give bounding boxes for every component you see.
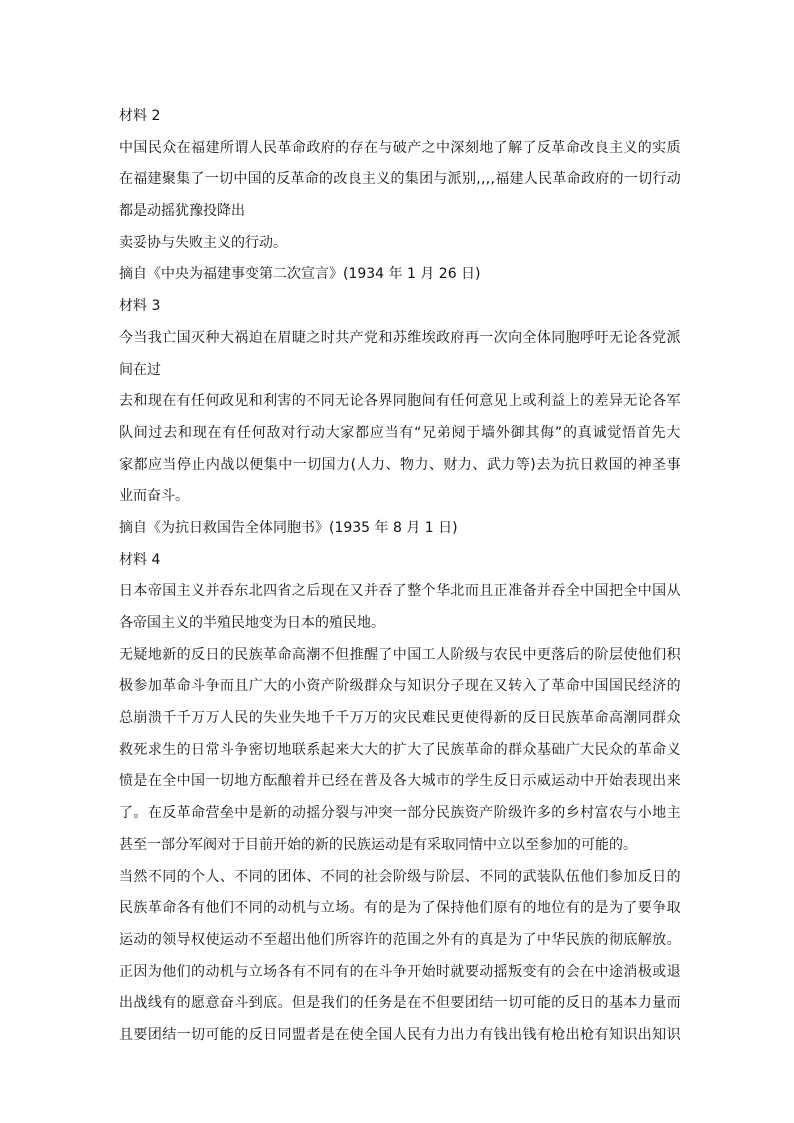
text-line: 极参加革命斗争而且广大的小资产阶级群众与知识分子现在又转入了革命中国国民经济的 bbox=[119, 678, 681, 695]
material-heading: 材料 4 bbox=[119, 551, 161, 568]
text-line: 队间过去和现在有任何敌对行动大家都应当有“兄弟阋于墙外御其侮”的真诚觉悟首先大 bbox=[119, 424, 681, 441]
text-line: 救死求生的日常斗争密切地联系起来大大的扩大了民族革命的群众基础广大民众的革命义 bbox=[119, 741, 681, 758]
text-line: 且要团结一切可能的反日同盟者是在使全国人民有力出力有钱出钱有枪出枪有知识出知识 bbox=[119, 1026, 681, 1043]
text-line: 家都应当停止内战以便集中一切国力(人力、物力、财力、武力等)去为抗日救国的神圣事 bbox=[119, 456, 681, 473]
text-line: 业而奋斗。 bbox=[119, 488, 189, 505]
text-line: 日本帝国主义并吞东北四省之后现在又并吞了整个华北而且正准备并吞全中国把全中国从 bbox=[119, 583, 681, 600]
text-line: 卖妥协与失败主义的行动。 bbox=[119, 234, 287, 251]
text-line: 愤是在全中国一切地方酝酿着并已经在普及各大城市的学生反日示威运动中开始表现出来 bbox=[119, 773, 681, 790]
text-line: 间在过 bbox=[119, 361, 161, 378]
text-line: 了。在反革命营垒中是新的动摇分裂与冲突一部分民族资产阶级许多的乡村富农与小地主 bbox=[119, 805, 681, 822]
text-line: 运动的领导权使运动不至超出他们所容许的范围之外有的真是为了中华民族的彻底解放。 bbox=[119, 931, 681, 948]
text-line: 无疑地新的反日的民族革命高潮不但推醒了中国工人阶级与农民中更落后的阶层使他们积 bbox=[119, 646, 681, 663]
text-line: 正因为他们的动机与立场各有不同有的在斗争开始时就要动摇叛变有的会在中途消极或退 bbox=[119, 963, 681, 980]
material-heading: 材料 2 bbox=[119, 108, 161, 124]
text-line: 出战线有的愿意奋斗到底。但是我们的任务是在不但要团结一切可能的反日的基本力量而 bbox=[119, 995, 681, 1012]
text-line: 甚至一部分军阀对于目前开始的新的民族运动是有采取同情中立以至参加的可能的。 bbox=[119, 836, 637, 853]
text-line: 在福建聚集了一切中国的反革命的改良主义的集团与派别,,,,福建人民革命政府的一切行动 bbox=[119, 171, 681, 188]
text-line: 今当我亡国灭种大祸迫在眉睫之时共产党和苏维埃政府再一次向全体同胞呼吁无论各党派 bbox=[119, 329, 681, 346]
document-page bbox=[119, 101, 681, 1052]
text-line: 民族革命各有他们不同的动机与立场。有的是为了保持他们原有的地位有的是为了要争取 bbox=[119, 900, 681, 917]
text-line: 当然不同的个人、不同的团体、不同的社会阶级与阶层、不同的武装队伍他们参加反日的 bbox=[119, 868, 681, 885]
source-citation: 摘自《中央为福建事变第二次宣言》(1934 年 1 月 26 日) bbox=[119, 266, 481, 283]
source-citation: 摘自《为抗日救国告全体同胞书》(1935 年 8 月 1 日) bbox=[119, 519, 458, 536]
material-heading: 材料 3 bbox=[119, 298, 161, 315]
text-line: 各帝国主义的半殖民地变为日本的殖民地。 bbox=[119, 615, 385, 631]
text-line: 中国民众在福建所谓人民革命政府的存在与破产之中深刻地了解了反革命改良主义的实质 bbox=[119, 139, 681, 156]
text-line: 总崩溃千千万万人民的失业失地千千万万的灾民难民更使得新的反日民族革命高潮同群众 bbox=[119, 710, 681, 727]
text-line: 都是动摇犹豫投降出 bbox=[119, 203, 245, 220]
text-line: 去和现在有任何政见和利害的不同无论各界同胞间有任何意见上或利益上的差异无论各军 bbox=[119, 393, 681, 410]
